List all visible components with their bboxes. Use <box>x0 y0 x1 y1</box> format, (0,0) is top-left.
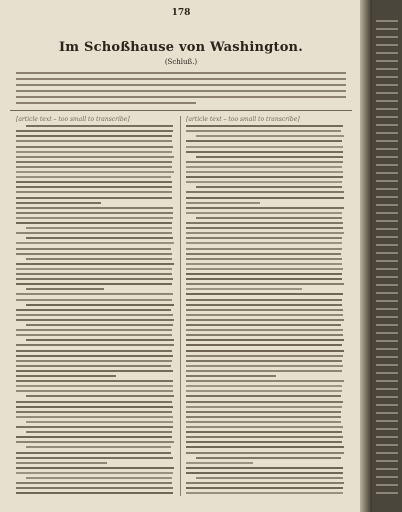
illegible-text-line <box>16 181 172 183</box>
adjacent-page-text-line <box>376 268 398 270</box>
illegible-text-line <box>186 319 344 321</box>
illegible-text-line <box>186 411 341 413</box>
illegible-text-line <box>186 130 341 132</box>
illegible-text-line <box>186 197 344 199</box>
illegible-text-line <box>196 186 342 188</box>
illegible-text-line <box>186 263 342 265</box>
illegible-text-line <box>186 360 342 362</box>
adjacent-page-text-line <box>376 428 398 430</box>
illegible-text-line <box>16 492 173 494</box>
illegible-text-line <box>186 288 302 290</box>
adjacent-page-text-line <box>376 140 398 142</box>
illegible-text-line <box>186 299 342 301</box>
adjacent-page-text-line <box>376 148 398 150</box>
illegible-text-line <box>186 390 342 392</box>
adjacent-page-text-line <box>376 324 398 326</box>
illegible-text-line <box>186 446 344 448</box>
section-rule <box>10 110 352 111</box>
adjacent-page-text-line <box>376 436 398 438</box>
illegible-text-line <box>16 253 172 255</box>
illegible-text-line <box>16 212 173 214</box>
illegible-text-line <box>186 406 342 408</box>
illegible-text-line <box>16 406 173 408</box>
illegible-text-line <box>186 237 342 239</box>
illegible-text-line <box>186 452 344 454</box>
adjacent-page-text-line <box>376 244 398 246</box>
illegible-text-line <box>16 156 174 158</box>
illegible-text-line <box>186 304 342 306</box>
illegible-text-line <box>26 125 173 127</box>
adjacent-page-text-line <box>376 356 398 358</box>
adjacent-page-text-line <box>376 236 398 238</box>
illegible-text-line <box>16 334 172 336</box>
illegible-text-line <box>26 339 174 341</box>
illegible-text-line <box>186 355 343 357</box>
adjacent-page-text-line <box>376 220 398 222</box>
adjacent-page-text-line <box>376 180 398 182</box>
illegible-text-line <box>186 472 343 474</box>
illegible-text-line <box>26 431 172 433</box>
illegible-text-line <box>186 395 341 397</box>
illegible-text-line <box>16 130 173 132</box>
illegible-text-line <box>186 268 343 270</box>
illegible-text-line <box>16 487 173 489</box>
adjacent-page-text-line <box>376 372 398 374</box>
adjacent-page-text-line <box>376 260 398 262</box>
illegible-text-line <box>16 135 172 137</box>
adjacent-page-text-line <box>376 452 398 454</box>
illegible-text-line <box>186 482 344 484</box>
illegible-text-line <box>16 314 173 316</box>
adjacent-page-text-line <box>376 468 398 470</box>
illegible-text-line <box>186 431 342 433</box>
illegible-text-line <box>26 395 174 397</box>
adjacent-page-text-line <box>376 76 398 78</box>
illegible-text-line <box>16 344 174 346</box>
illegible-text-line <box>16 283 172 285</box>
illegible-text-line <box>16 472 173 474</box>
illegible-text-line <box>186 227 343 229</box>
illegible-text-line <box>16 186 172 188</box>
illegible-text-line <box>16 441 174 443</box>
illegible-text-line <box>16 416 173 418</box>
illegible-text-placeholder: [article text – too small to transcribe] <box>16 116 176 124</box>
adjacent-page-text-line <box>376 92 398 94</box>
illegible-text-line <box>186 309 343 311</box>
illegible-text-line <box>186 339 344 341</box>
adjacent-page-text-line <box>376 164 398 166</box>
illegible-text-line <box>26 421 173 423</box>
illegible-text-line <box>186 278 342 280</box>
illegible-text-line <box>186 492 343 494</box>
illegible-text-line <box>186 401 343 403</box>
adjacent-page-text-line <box>376 340 398 342</box>
illegible-text-line <box>26 477 172 479</box>
illegible-text-line <box>186 283 344 285</box>
illegible-text-line <box>196 457 341 459</box>
illegible-text-line <box>186 161 343 163</box>
illegible-text-line <box>16 146 173 148</box>
illegible-text-line <box>186 166 342 168</box>
adjacent-page-text-line <box>376 492 398 494</box>
adjacent-page-text-line <box>376 100 398 102</box>
illegible-text-line <box>186 344 342 346</box>
illegible-text-line <box>16 436 172 438</box>
illegible-text-line <box>196 477 343 479</box>
illegible-text-line <box>16 411 172 413</box>
illegible-text-line <box>186 436 343 438</box>
illegible-text-line <box>16 191 172 193</box>
illegible-text-line <box>186 426 343 428</box>
illegible-text-line <box>186 370 342 372</box>
illegible-text-line <box>16 350 172 352</box>
illegible-text-line <box>16 360 172 362</box>
illegible-text-line <box>16 401 172 403</box>
illegible-text-line <box>16 299 172 301</box>
adjacent-page-text-line <box>376 308 398 310</box>
adjacent-page-text-line <box>376 108 398 110</box>
illegible-text-line <box>16 426 173 428</box>
illegible-text-line <box>186 212 342 214</box>
adjacent-page-text-line <box>376 44 398 46</box>
illegible-text-line <box>16 293 173 295</box>
illegible-text-line <box>186 416 341 418</box>
illegible-text-line <box>16 151 172 153</box>
adjacent-page-text-line <box>376 124 398 126</box>
illegible-text-line <box>186 441 342 443</box>
page-gutter <box>360 0 372 512</box>
illegible-text-line <box>16 217 173 219</box>
adjacent-page-text-line <box>376 412 398 414</box>
adjacent-page-text-line <box>376 444 398 446</box>
adjacent-page-text-line <box>376 188 398 190</box>
illegible-text-line <box>186 324 341 326</box>
adjacent-page-text-line <box>376 52 398 54</box>
illegible-text-line <box>16 176 171 178</box>
adjacent-page-text-line <box>376 300 398 302</box>
illegible-text-line <box>16 467 174 469</box>
illegible-text-line <box>196 217 342 219</box>
adjacent-page-text-line <box>376 332 398 334</box>
illegible-text-line <box>186 375 276 377</box>
illegible-text-line <box>26 288 104 290</box>
adjacent-page-text-line <box>376 364 398 366</box>
illegible-text-line <box>186 329 343 331</box>
illegible-text-line <box>186 253 341 255</box>
illegible-text-line <box>186 222 343 224</box>
adjacent-page-text-line <box>376 116 398 118</box>
column-divider <box>180 116 181 496</box>
article-summary <box>10 68 352 108</box>
illegible-text-line <box>186 385 342 387</box>
illegible-text-line <box>16 452 171 454</box>
illegible-text-line <box>186 176 343 178</box>
adjacent-page-text-line <box>376 156 398 158</box>
illegible-text-line <box>186 248 342 250</box>
adjacent-page-text-line <box>376 396 398 398</box>
adjacent-page-text-line <box>376 292 398 294</box>
illegible-text-line <box>186 146 343 148</box>
illegible-text-line <box>186 207 344 209</box>
adjacent-page-text-line <box>376 20 398 22</box>
summary-text-line <box>16 72 346 74</box>
adjacent-page-text-line <box>376 404 398 406</box>
adjacent-page-text-line <box>376 172 398 174</box>
illegible-text-line <box>16 161 172 163</box>
illegible-text-line <box>186 232 344 234</box>
illegible-text-line <box>16 380 173 382</box>
illegible-text-line <box>16 202 101 204</box>
article-title: Im Schoßhause von Washington. <box>59 40 303 55</box>
illegible-text-line <box>186 258 342 260</box>
illegible-text-placeholder: [article text – too small to transcribe] <box>186 116 346 124</box>
illegible-text-line <box>16 370 173 372</box>
illegible-text-line <box>186 125 343 127</box>
illegible-text-line <box>16 390 173 392</box>
adjacent-page-text-line <box>376 284 398 286</box>
illegible-text-line <box>186 462 253 464</box>
illegible-text-line <box>196 135 344 137</box>
illegible-text-line <box>186 421 341 423</box>
illegible-text-line <box>16 482 172 484</box>
adjacent-page-text-line <box>376 36 398 38</box>
adjacent-page-text-line <box>376 348 398 350</box>
illegible-text-line <box>186 191 344 193</box>
illegible-text-line <box>16 273 172 275</box>
illegible-text-line <box>16 355 173 357</box>
adjacent-page-text-line <box>376 228 398 230</box>
illegible-text-line <box>196 156 343 158</box>
illegible-text-line <box>16 207 173 209</box>
illegible-text-line <box>186 242 342 244</box>
illegible-text-line <box>16 232 172 234</box>
summary-text-line <box>16 96 346 98</box>
adjacent-page-edge <box>372 0 402 512</box>
illegible-text-line <box>16 385 173 387</box>
illegible-text-line <box>186 202 260 204</box>
illegible-text-line <box>16 309 171 311</box>
illegible-text-line <box>16 278 173 280</box>
illegible-text-line <box>16 462 107 464</box>
adjacent-page-text-line <box>376 28 398 30</box>
summary-text-line <box>16 78 346 80</box>
illegible-text-line <box>26 446 171 448</box>
adjacent-page-text-line <box>376 68 398 70</box>
adjacent-page-text-line <box>376 252 398 254</box>
illegible-text-line <box>186 467 343 469</box>
adjacent-page-text-line <box>376 132 398 134</box>
summary-text-line <box>16 84 346 86</box>
illegible-text-line <box>186 273 342 275</box>
page-number: 178 <box>171 8 191 18</box>
illegible-text-line <box>186 140 342 142</box>
adjacent-page-text-line <box>376 316 398 318</box>
illegible-text-line <box>26 324 173 326</box>
illegible-text-line <box>16 222 172 224</box>
adjacent-page-text-line <box>376 196 398 198</box>
illegible-text-line <box>186 380 344 382</box>
illegible-text-line <box>186 171 343 173</box>
illegible-text-line <box>16 329 172 331</box>
illegible-text-line <box>16 263 174 265</box>
adjacent-page-text-line <box>376 204 398 206</box>
adjacent-page-text-line <box>376 420 398 422</box>
illegible-text-line <box>16 457 173 459</box>
illegible-text-line <box>186 350 344 352</box>
illegible-text-line <box>16 365 171 367</box>
illegible-text-line <box>16 242 174 244</box>
adjacent-page-text-line <box>376 380 398 382</box>
adjacent-page-text-line <box>376 460 398 462</box>
illegible-text-line <box>186 487 343 489</box>
illegible-text-line <box>26 258 172 260</box>
summary-text-line <box>16 90 346 92</box>
adjacent-page-text-line <box>376 60 398 62</box>
illegible-text-line <box>16 197 172 199</box>
adjacent-page-text-line <box>376 388 398 390</box>
adjacent-page-text-line <box>376 84 398 86</box>
text-column-right <box>186 116 346 496</box>
adjacent-page-text-line <box>376 276 398 278</box>
illegible-text-line <box>186 181 342 183</box>
illegible-text-line <box>186 151 343 153</box>
adjacent-page-text-line <box>376 212 398 214</box>
adjacent-page-text-line <box>376 484 398 486</box>
illegible-text-line <box>16 140 172 142</box>
illegible-text-line <box>186 314 343 316</box>
illegible-text-line <box>16 375 116 377</box>
summary-text-line <box>16 102 196 104</box>
illegible-text-line <box>186 365 343 367</box>
illegible-text-line <box>16 319 174 321</box>
text-column-left <box>16 116 176 496</box>
illegible-text-line <box>26 237 173 239</box>
adjacent-page-text-line <box>376 476 398 478</box>
illegible-text-line <box>16 171 174 173</box>
illegible-text-line <box>16 248 171 250</box>
illegible-text-line <box>186 334 343 336</box>
illegible-text-line <box>26 304 174 306</box>
illegible-text-line <box>16 166 172 168</box>
illegible-text-line <box>26 227 172 229</box>
article-subtitle: (Schluß.) <box>164 58 198 66</box>
illegible-text-line <box>186 293 343 295</box>
illegible-text-line <box>16 268 172 270</box>
